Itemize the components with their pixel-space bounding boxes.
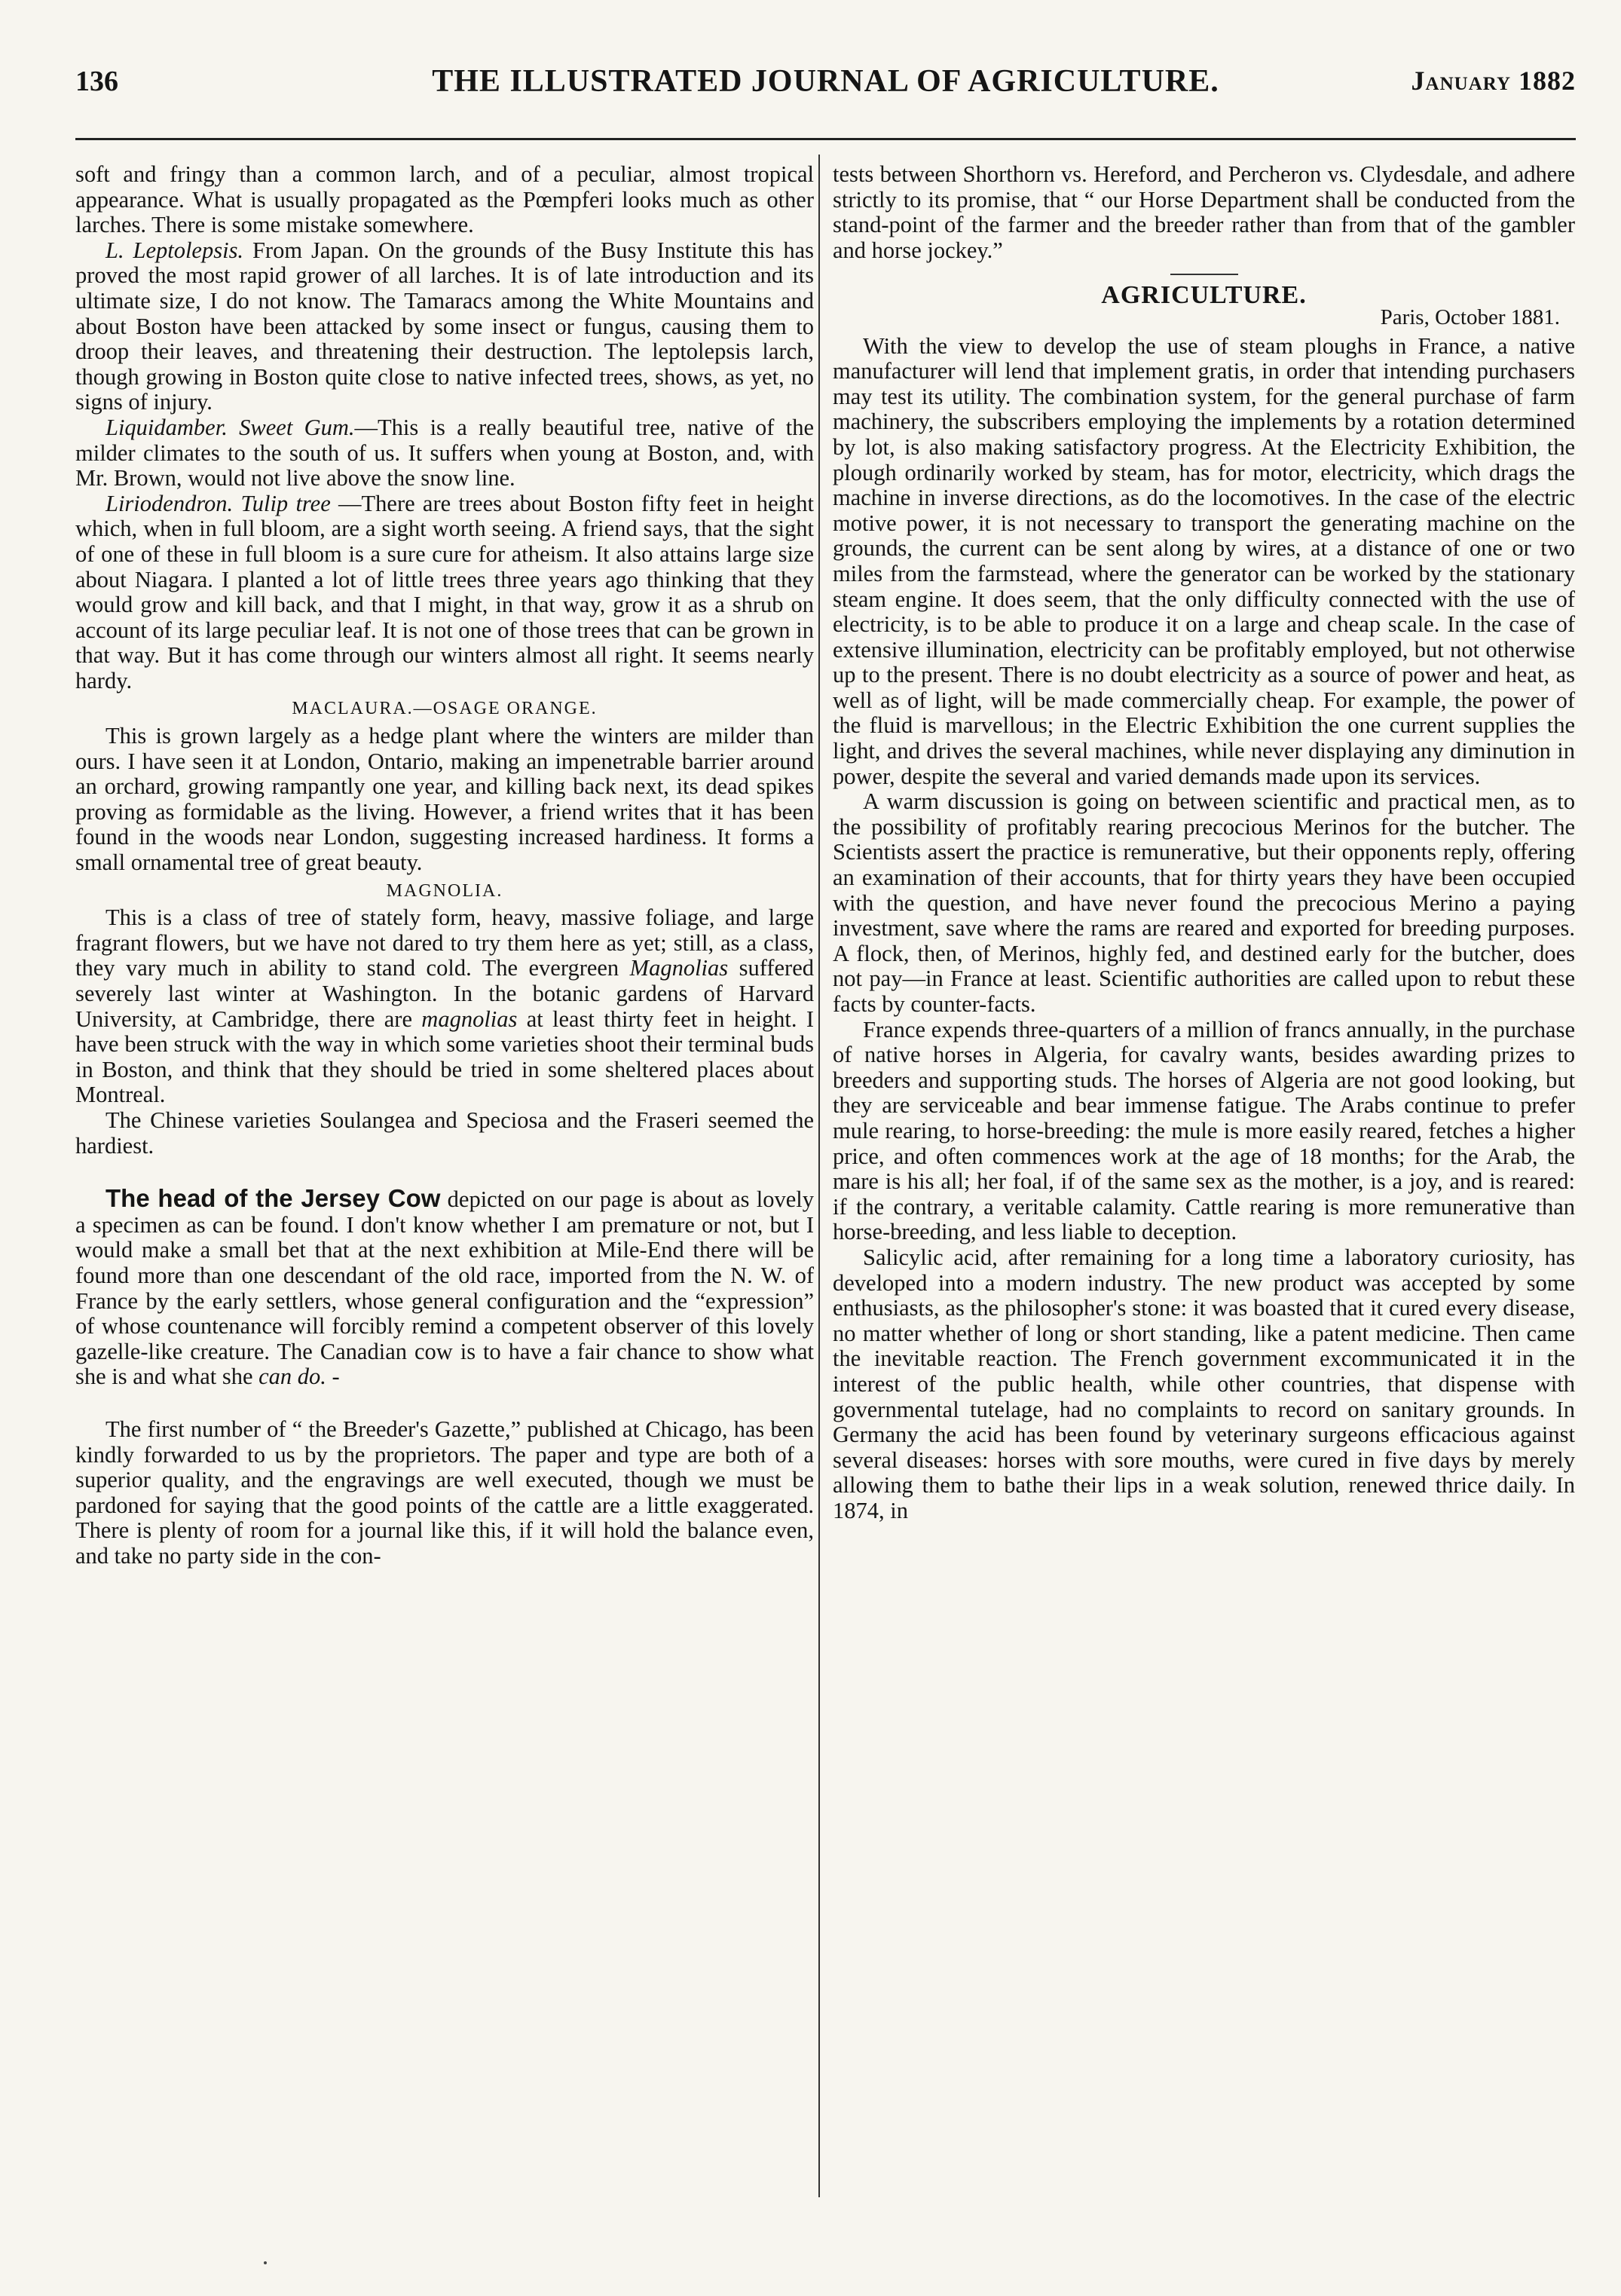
paragraph-merinos: A warm discussion is going on between scientific and practical men, as to the possibility of profitably rearing precocious Merinos for the butcher. The Scientists assert the practice is remunerative, but their opponents reply, offering an examination of their accounts, that for thirty years they have been occupied with the question, and have never found the precocious Merino a paying investment, save where the rams are reared and exported for breeding purposes. A flock, then, of Merinos, highly fed, and destined early for the butcher, does not pay—in France at least. Scientific authorities are called upon to rebut these facts by counter-facts. [833,788,1575,1017]
header-rule [75,138,1576,140]
paragraph-gazette-continued: tests between Shorthorn vs. Hereford, and Percheron vs. Clydesdale, and adhere strictly to its promise, that “ our Horse Department shall be conducted from the stand-point of the farmer and the breeder rather than from that of the gambler and horse jockey.” [833,161,1575,263]
paragraph-leptolepsis-text: From Japan. On the grounds of the Busy Institute this has proved the most rapid grower of all larches. It is of late introduction and its ultimate size, I do not know. The Tamaracs among the White Mountains and about Boston have been attacked by some insect or fungus, causing them to droop their leaves, and threatening their destruction. The leptolepsis larch, though growing in Boston quite close to native infected trees, shows, as yet, no signs of injury. [75,237,814,415]
issue-date: January 1882 [1411,66,1576,96]
left-column [75,162,814,1569]
section-heading-maclaura: MACLAURA.—OSAGE ORANGE. [292,699,598,719]
jersey-cow-lead: The head of the Jersey Cow [106,1184,441,1213]
magnolia-text-1: This is a class of tree of stately form, heavy, massive foliage, and large fragrant flowers, but we have not dared to try them here as yet; still, as a class, they vary much in ability to stand cold. The evergreen [75,905,814,981]
magnolia-italic-2: magnolias [421,1006,518,1032]
plant-name-liquidamber: Liquidamber. Sweet Gum. [106,414,355,440]
magnolia-text-3: at least thirty feet in height. I have been struck with the way in which some varieties shoot their terminal buds in Boston, and think that they should be tried in some sheltered places about Montreal. [75,1006,814,1108]
magnolia-text-2: suffered severely last winter at Washington. In the botanic gardens of Harvard University, at Cambridge, there are [75,955,814,1032]
journal-title: THE ILLUSTRATED JOURNAL OF AGRICULTURE. [432,64,1219,99]
section-heading-magnolia: MAGNOLIA. [386,880,503,901]
paragraph-jersey-cow [75,1186,814,1390]
page-number: 136 [75,66,118,97]
paragraph-breeders-gazette: The first number of “ the Breeder's Gazette,” published at Chicago, has been kindly forwarded to us by the proprietors. The paper and type are both of a superior quality, and the engravings are well executed, though we must be pardoned for saying that the good points of the cattle are a little exaggerated. There is plenty of room for a journal like this, if it will hold the balance even, and take no party side in the con- [75,1416,814,1569]
print-speck [264,2261,267,2264]
paragraph-osage-orange: This is grown largely as a hedge plant where the winters are milder than ours. I have seen it at London, Ontario, making an impenetrable barrier around an orchard, growing rampantly one year, and killing back next, its dead spikes proving as formidable as the living. However, a friend writes that it has been found in the woods near London, suggesting increased hardiness. It forms a small ornamental tree of great beauty. [75,723,814,876]
paragraph-larch-continued: soft and fringy than a common larch, and of a peculiar, almost tropical appearance. What is usually propagated as the Pœmpferi looks much as other larches. There is some mistake somewhere. [75,161,814,238]
page-header [75,59,1576,112]
paragraph-liriodendron-text: —There are trees about Boston fifty feet in height which, when in full bloom, are a sight worth seeing. A friend says, that the sight of one of these in full bloom is a sure cure for atheism. It also attains large size about Niagara. I planted a lot of little trees three years ago thinking that they would grow and kill back, and that I might, in that way, grow it as a shrub on account of its large peculiar leaf. It is not one of those trees that can be grown in that way. But it has come through our winters almost all right. It seems nearly hardy. [75,490,814,693]
right-column [833,162,1575,1523]
paragraph-liquidamber-text: —This is a really beautiful tree, native of the milder climates to the south of us. It suffers when young at Boston, and, with Mr. Brown, would not live above the snow line. [75,414,814,491]
paragraph-liquidamber [75,415,814,491]
magnolia-italic-1: Magnolias [629,955,729,981]
jersey-cow-text: depicted on our page is about as lovely a specimen as can be found. I don't know whether I am premature or not, but I would make a small bet that at the next exhibition at Mile-End there will be found more than one descendant of the old race, imported from the N. W. of France by the early settlers, whose general configuration and the “expression” of whose countenance will forcibly remind a competent observer of this lovely gazelle-like creature. The Canadian cow is to have a fair chance to show what she is and what she [75,1186,814,1390]
column-divider [818,155,820,2197]
section-rule [1170,274,1238,275]
paragraph-steam-ploughs: With the view to develop the use of steam ploughs in France, a native manufacturer will lend that implement gratis, in order that intending purchasers may test its utility. The combination system, for the general purchase of farm machinery, the subscribers employing the implements by a rotation determined by lot, is also making satisfactory progress. At the Electricity Exhibition, the plough ordinarily worked by steam, has for motor, electricity, which drags the machine in inverse directions, as do the locomotives. In the case of the electric motive power, it is not necessary to transport the generating machine on the grounds, the current can be sent along by wires, at a distance of one or two miles from the farmstead, where the generator can be worked by the stationary steam engine. It does seem, that the only difficulty connected with the use of electricity, is to be able to produce it on a large and cheap scale. In the case of extensive illumination, electricity can be profitably employed, but not otherwise up to the present. There is no doubt electricity as a source of power and heat, as well as of light, will be made commercially cheap. For example, the power of the fluid is marvellous; in the Electric Exhibition the one current supplies the light, and drives the several machines, while never displaying any diminution in power, despite the several and varied demands made upon its services. [833,332,1575,789]
paragraph-algeria-horses: France expends three-quarters of a million of francs annually, in the purchase of native horses in Algeria, for cavalry wants, besides awarding prizes to breeders and supporting studs. The horses of Algeria are not good looking, but they are serviceable and bear immense fatigue. The Arabs continue to prefer mule rearing, to horse-breeding: the mule is more easily reared, fetches a higher price, and often commences work at the age of 18 months; for the Arab, the mare is his all; her foal, if of the same sex as the mother, is a joy, and is reared: if the contrary, a veritable calamity. Cattle rearing is more remunerative than horse-breeding, and less liable to deception. [833,1016,1575,1245]
paragraph-chinese-varieties: The Chinese varieties Soulangea and Speciosa and the Fraseri seemed the hardiest. [75,1107,814,1159]
paragraph-leptolepsis [75,238,814,415]
dateline: Paris, October 1881. [1380,305,1560,329]
paragraph-liriodendron [75,491,814,694]
plant-name-leptolepsis: L. Leptolepsis. [106,237,244,263]
paragraph-salicylic-acid: Salicylic acid, after remaining for a long time a laboratory curiosity, has developed into a modern industry. The new product was accepted by some enthusiasts, as the philosopher's stone: it was boasted that it cured every disease, no matter whether of long or short standing, like a patent medicine. Then came the inevitable reaction. The French government excommunicated it in the interest of the public health, while other countries, that dispense with governmental tutelage, had no complaints to record on sanitary grounds. In Germany the acid has been found by veterinary surgeons efficacious against several diseases: horses with sore mouths, were cured in five days by merely allowing them to bathe their lips in a weak solution, renewed thrice daily. In 1874, in [833,1244,1575,1523]
plant-name-liriodendron: Liriodendron. Tulip tree [106,490,331,516]
jersey-cow-italic: can do. [258,1364,326,1390]
jersey-cow-end: - [326,1364,340,1390]
paragraph-magnolia [75,905,814,1108]
section-heading-agriculture: AGRICULTURE. [1101,281,1307,310]
